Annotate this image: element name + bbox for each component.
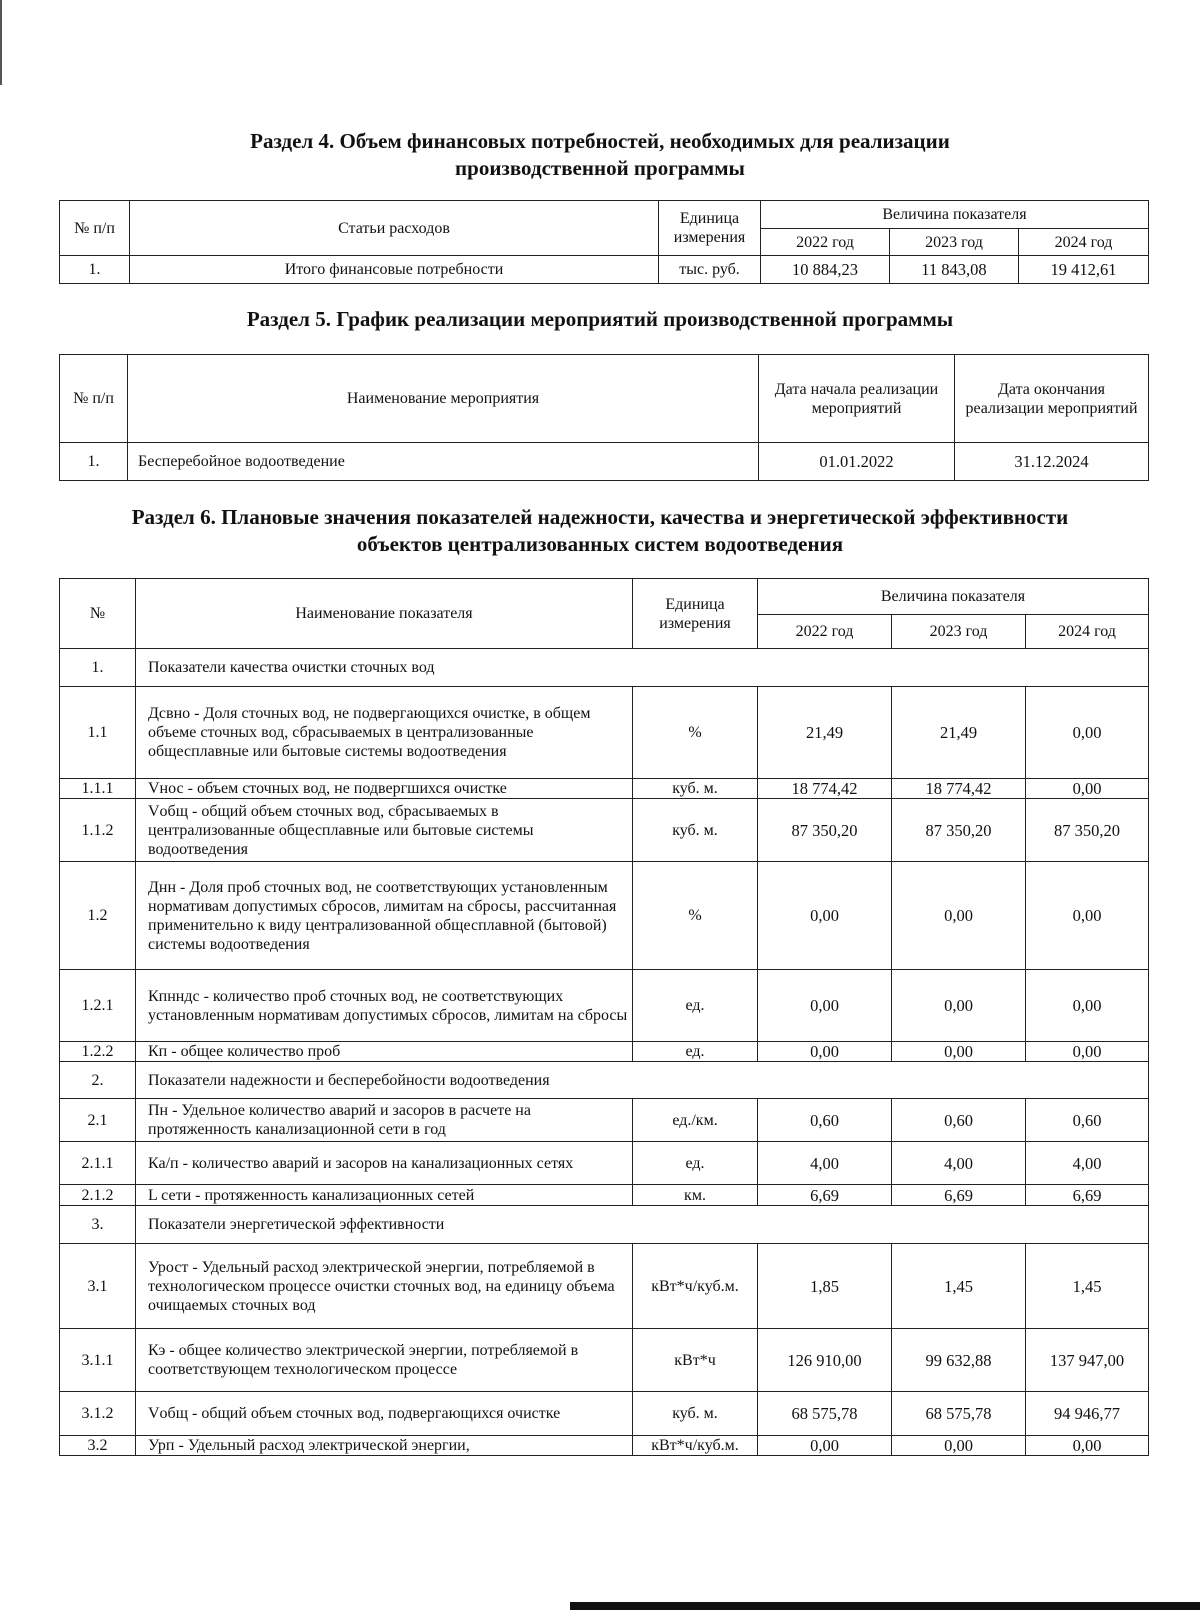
table-row	[60, 1042, 1149, 1062]
row-value: 0,60	[758, 1099, 892, 1142]
section-row	[60, 1206, 1149, 1244]
row-name: Бесперебойное водоотведение	[128, 443, 759, 481]
row-name: Vобщ - общий объем сточных вод, подвергающихся очистке	[136, 1392, 633, 1436]
section-row	[60, 1062, 1149, 1099]
row-num: 2.1.1	[60, 1142, 136, 1185]
row-value: 0,00	[1026, 687, 1149, 779]
header-expense-item: Статьи расходов	[130, 201, 659, 256]
row-value: 137 947,00	[1026, 1329, 1149, 1392]
row-value: 0,00	[758, 970, 892, 1042]
table-row	[60, 1392, 1149, 1436]
row-num: 1.2.1	[60, 970, 136, 1042]
row-value: 11 843,08	[890, 256, 1019, 284]
section-row-title: Показатели энергетической эффективности	[136, 1206, 1149, 1244]
row-value: 0,60	[1026, 1099, 1149, 1142]
row-value: 0,00	[1026, 1436, 1149, 1456]
row-value: 6,69	[1026, 1185, 1149, 1206]
row-num: 1.	[60, 256, 130, 284]
row-value: 94 946,77	[1026, 1392, 1149, 1436]
row-value: 4,00	[1026, 1142, 1149, 1185]
schedule-table	[59, 354, 1149, 481]
row-unit: кВт*ч	[633, 1329, 758, 1392]
row-value: 1,45	[892, 1244, 1026, 1329]
row-name: Днн - Доля проб сточных вод, не соответствующих установленным нормативам допустимых сбросов, лимитам на сбросы, рассчитанная применительно к виду централизованной общесплавной (бытовой) системы водоотведения	[136, 862, 633, 970]
table-row	[60, 443, 1149, 481]
row-num: 1.2.2	[60, 1042, 136, 1062]
header-num: № п/п	[60, 201, 130, 256]
row-unit: %	[633, 862, 758, 970]
header-end-date: Дата окончания реализации мероприятий	[955, 355, 1149, 443]
row-value: 1,45	[1026, 1244, 1149, 1329]
row-value: 0,00	[1026, 779, 1149, 799]
row-value: 87 350,20	[758, 799, 892, 862]
section-row-title: Показатели надежности и бесперебойности водоотведения	[136, 1062, 1149, 1099]
row-unit: ед./км.	[633, 1099, 758, 1142]
row-num: 1.	[60, 649, 136, 687]
indicators-table-body	[60, 649, 1149, 1456]
row-unit: куб. м.	[633, 1392, 758, 1436]
row-num: 3.1.2	[60, 1392, 136, 1436]
row-end-date: 31.12.2024	[955, 443, 1149, 481]
header-num: №	[60, 579, 136, 649]
scan-bottom-edge	[570, 1602, 1200, 1610]
row-value: 0,00	[892, 862, 1026, 970]
row-num: 1.1.2	[60, 799, 136, 862]
row-unit: кВт*ч/куб.м.	[633, 1244, 758, 1329]
scan-page-edge	[0, 0, 2, 85]
row-value: 87 350,20	[892, 799, 1026, 862]
row-value: 6,69	[892, 1185, 1026, 1206]
row-value: 0,00	[1026, 1042, 1149, 1062]
table-row	[60, 1436, 1149, 1456]
row-value: 0,00	[892, 1042, 1026, 1062]
header-unit: Единица измерения	[633, 579, 758, 649]
header-event-name: Наименование мероприятия	[128, 355, 759, 443]
header-year: 2022 год	[761, 229, 890, 256]
section-6-title	[0, 504, 1200, 558]
header-indicator-name: Наименование показателя	[136, 579, 633, 649]
row-name: Кэ - общее количество электрической энергии, потребляемой в соответствующем технологическом процессе	[136, 1329, 633, 1392]
row-value: 21,49	[758, 687, 892, 779]
section-6-title-line-2: объектов централизованных систем водоотведения	[356, 532, 844, 556]
row-value: 0,60	[892, 1099, 1026, 1142]
row-name: Итого финансовые потребности	[130, 256, 659, 284]
row-name: Пн - Удельное количество аварий и засоров в расчете на протяженность канализационной сети в год	[136, 1099, 633, 1142]
row-name: Урост - Удельный расход электрической энергии, потребляемой в технологическом процессе очистки сточных вод, на единицу объема очищаемых сточных вод	[136, 1244, 633, 1329]
row-unit: тыс. руб.	[659, 256, 761, 284]
row-num: 2.	[60, 1062, 136, 1099]
header-year: 2024 год	[1026, 615, 1149, 649]
row-name: Vобщ - общий объем сточных вод, сбрасываемых в централизованные общесплавные или бытовые системы водоотведения	[136, 799, 633, 862]
section-row-title: Показатели качества очистки сточных вод	[136, 649, 1149, 687]
table-row	[60, 1142, 1149, 1185]
financial-needs-table	[59, 200, 1149, 284]
row-value: 0,00	[758, 862, 892, 970]
row-num: 3.1.1	[60, 1329, 136, 1392]
table-row	[60, 1099, 1149, 1142]
row-num: 3.1	[60, 1244, 136, 1329]
row-value: 10 884,23	[761, 256, 890, 284]
row-num: 1.1.1	[60, 779, 136, 799]
header-year: 2023 год	[892, 615, 1026, 649]
section-4-title-line-1: Раздел 4. Объем финансовых потребностей, необходимых для реализации	[250, 129, 950, 153]
row-name: Кпнндс - количество проб сточных вод, не соответствующих установленным нормативам допустимых сбросов, лимитам на сбросы	[136, 970, 633, 1042]
row-unit: ед.	[633, 1142, 758, 1185]
row-unit: ед.	[633, 970, 758, 1042]
row-value: 18 774,42	[892, 779, 1026, 799]
section-5-title: Раздел 5. График реализации мероприятий производственной программы	[246, 307, 954, 331]
table-row	[60, 970, 1149, 1042]
row-unit: кВт*ч/куб.м.	[633, 1436, 758, 1456]
table-row	[60, 1185, 1149, 1206]
row-name: Vнос - объем сточных вод, не подвергшихся очистке	[136, 779, 633, 799]
section-4-title-line-2: производственной программы	[455, 156, 745, 180]
header-start-date: Дата начала реализации мероприятий	[759, 355, 955, 443]
header-year: 2022 год	[758, 615, 892, 649]
row-value: 18 774,42	[758, 779, 892, 799]
table-row	[60, 256, 1149, 284]
row-name: L сети - протяженность канализационных сетей	[136, 1185, 633, 1206]
row-value: 6,69	[758, 1185, 892, 1206]
row-value: 68 575,78	[892, 1392, 1026, 1436]
section-4-title	[0, 128, 1200, 182]
section-6-title-line-1: Раздел 6. Плановые значения показателей надежности, качества и энергетической эффективности	[131, 505, 1069, 529]
table-row	[60, 779, 1149, 799]
row-value: 126 910,00	[758, 1329, 892, 1392]
row-unit: км.	[633, 1185, 758, 1206]
row-start-date: 01.01.2022	[759, 443, 955, 481]
row-value: 0,00	[1026, 970, 1149, 1042]
row-value: 0,00	[892, 970, 1026, 1042]
section-row	[60, 649, 1149, 687]
row-value: 4,00	[892, 1142, 1026, 1185]
header-num: № п/п	[60, 355, 128, 443]
row-value: 0,00	[758, 1436, 892, 1456]
row-unit: ед.	[633, 1042, 758, 1062]
table-row	[60, 1329, 1149, 1392]
table-row	[60, 862, 1149, 970]
header-year: 2023 год	[890, 229, 1019, 256]
row-unit: куб. м.	[633, 799, 758, 862]
row-name: Ка/п - количество аварий и засоров на канализационных сетях	[136, 1142, 633, 1185]
row-value: 68 575,78	[758, 1392, 892, 1436]
row-name: Дсвно - Доля сточных вод, не подвергающихся очистке, в общем объеме сточных вод, сбрасываемых в централизованные общесплавные или бытовые системы водоотведения	[136, 687, 633, 779]
row-name: Кп - общее количество проб	[136, 1042, 633, 1062]
row-unit: %	[633, 687, 758, 779]
row-value: 0,00	[1026, 862, 1149, 970]
row-unit: куб. м.	[633, 779, 758, 799]
row-value: 0,00	[758, 1042, 892, 1062]
row-value: 1,85	[758, 1244, 892, 1329]
row-value: 21,49	[892, 687, 1026, 779]
row-num: 1.2	[60, 862, 136, 970]
row-num: 3.2	[60, 1436, 136, 1456]
row-value: 0,00	[892, 1436, 1026, 1456]
row-value: 87 350,20	[1026, 799, 1149, 862]
row-value: 99 632,88	[892, 1329, 1026, 1392]
table-row	[60, 687, 1149, 779]
row-num: 3.	[60, 1206, 136, 1244]
row-num: 1.1	[60, 687, 136, 779]
header-year: 2024 год	[1019, 229, 1149, 256]
row-value: 19 412,61	[1019, 256, 1149, 284]
header-unit: Единица измерения	[659, 201, 761, 256]
row-num: 2.1.2	[60, 1185, 136, 1206]
indicators-table	[59, 578, 1149, 1456]
row-num: 2.1	[60, 1099, 136, 1142]
row-name: Урп - Удельный расход электрической энергии,	[136, 1436, 633, 1456]
header-value: Величина показателя	[758, 579, 1149, 615]
header-value: Величина показателя	[761, 201, 1149, 229]
row-num: 1.	[60, 443, 128, 481]
table-row	[60, 1244, 1149, 1329]
table-row	[60, 799, 1149, 862]
row-value: 4,00	[758, 1142, 892, 1185]
